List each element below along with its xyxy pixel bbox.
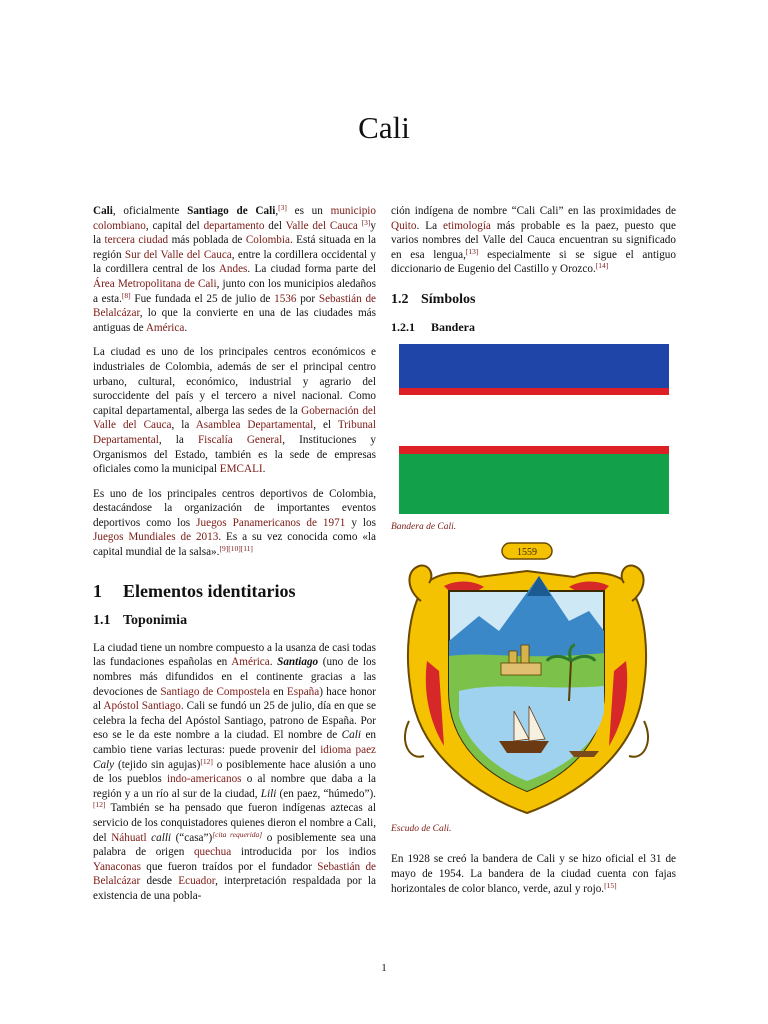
- left-column: [93, 204, 376, 914]
- page-title: Cali: [358, 110, 410, 145]
- flag-white-band: [399, 395, 669, 446]
- subsection-heading: 1.2 Símbolos: [391, 291, 476, 307]
- intro-paragraph: Cali, oficialmente Santiago de Cali,[3] es un municipio colombiano, capital del departamento del Valle del Cauca [3]y la tercera ciudad más poblada de Colombia. Está situada en la región Sur del Valle del Cauca, entre la cordillera occidental y la cordillera central de los Andes. La ciudad forma parte del Área Metropolitana de Cali, junto con los municipios aledaños a esta.[8] Fue fundada el 25 de julio de 1536 por Sebastián de Belalcázar, lo que la convierte en una de las ciudades más antiguas de América.: [93, 203, 377, 334]
- toponymy-paragraph: La ciudad tiene un nombre compuesto a la usanza de casi todas las fundaciones españolas en América. Santiago (uno de los nombres más difundidos en el continente gracias a las devociones de Santiago de Compostela en España) hace honor al Apóstol Santiago. Cali se fundó un 25 de julio, día en que se celebra la fecha del Apóstol Santiago, patrono de España. Por eso se le da este nombre a la ciudad. El nombre de Cali en cambio tiene varias lecturas: puede provenir del idioma paez Caly (tejido sin agujas)[12] o posiblemente hace alusión a uno de los pueblos indo-americanos o al nombre que daba a la región y a un río al sur de la ciudad, Lili (en paez, “húmedo”).[12] También se ha pensado que fueron indígenas aztecas al servicio de los conquistadores quienes dieron el nombre a Cali, del Náhuatl calli (“casa”)[cita requerida] o posiblemente sea una palabra de origen quechua introducida por los indios Yanaconas que fueron traídos por el fundador Sebastián de Belalcázar desde Ecuador, interpretación respaldada por la existencia de una pobla-: [93, 641, 377, 902]
- coat-of-arms-image: [399, 541, 654, 816]
- link-municipio[interactable]: municipio colombiano: [93, 205, 376, 232]
- shield-year: 1559: [517, 546, 537, 558]
- section-heading: 1 Elementos identitarios: [93, 580, 296, 601]
- flag-caption: Bandera de Cali.: [391, 522, 457, 533]
- subsubsection-heading: 1.2.1 Bandera: [391, 319, 476, 334]
- page-number: 1: [381, 962, 387, 974]
- flag-red-band: [399, 446, 669, 454]
- sports-paragraph: Es uno de los principales centros deportivos de Colombia, destacándose la organización de importantes eventos deportivos como los Juegos Panamericanos de 1971 y los Juegos Mundiales de 2013. Es a su vez conocida como «la capital mundial de la salsa».[9][10][11]: [93, 487, 377, 559]
- flag-history-paragraph: En 1928 se creó la bandera de Cali y se hizo oficial el 31 de mayo de 1954. La bandera de la ciudad cuenta con fajas horizontales de color blanco, verde, azul y rojo.[15]: [391, 853, 676, 895]
- shield-caption: Escudo de Cali.: [391, 823, 452, 834]
- flag-red-band: [399, 388, 669, 395]
- subsection-heading: 1.1 Toponimia: [93, 613, 188, 629]
- flag-green-band: [399, 454, 669, 514]
- flag-image: [399, 344, 669, 514]
- toponymy-continued: ción indígena de nombre “Cali Cali” en las proximidades de Quito. La etimología más probable es la paez, puesto que varios nombres del Valle del Cauca encuentran su significado en esa lengua,[13] especialmente si se sigue el antiguo diccionario de Eugenio del Castillo y Orozco.[14]: [391, 205, 676, 276]
- economy-paragraph: La ciudad es uno de los principales centros económicos e industriales de Colombia, además de ser el principal centro urbano, cultural, económico, industrial y agrario del suroccidente del país y el tercero a nivel nacional. Como capital departamental, alberga las sedes de la Gobernación del Valle del Cauca, la Asamblea Departamental, el Tribunal Departamental, la Fiscalía General, Instituciones y Organismos del Estado, también es la sede de empresas oficiales como la municipal EMCALI.: [93, 346, 377, 476]
- flag-blue-band: [399, 344, 669, 388]
- right-column: [391, 204, 676, 906]
